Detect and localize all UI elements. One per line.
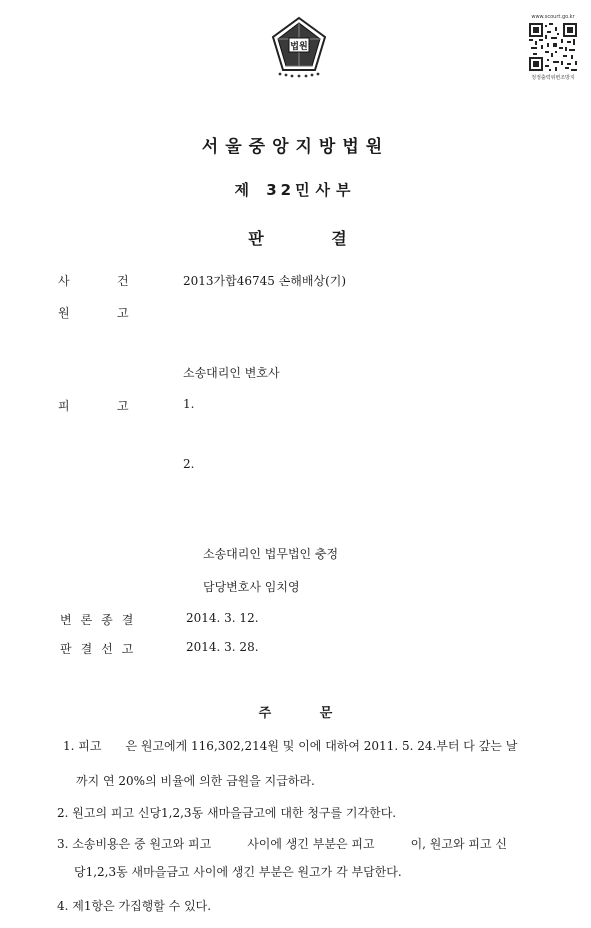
defendant-1: 1. — [183, 397, 195, 411]
plaintiff-label-char-1: 원 — [58, 306, 70, 320]
judgment-date: 2014. 3. 28. — [186, 640, 259, 654]
plaintiff-counsel: 소송대리인 변호사 — [183, 366, 280, 380]
case-label-char-1: 사 — [58, 274, 70, 288]
judgment-label: 판결선고 — [60, 642, 143, 656]
qr-code-icon — [529, 23, 577, 71]
defendant-2: 2. — [183, 457, 195, 471]
court-seal — [270, 16, 328, 78]
defendant-label-char-2: 고 — [117, 399, 129, 413]
order-heading: 주 문 — [258, 706, 333, 721]
defendant-counsel: 소송대리인 법무법인 충정 — [203, 547, 339, 561]
order-item-1-line-2: 까지 연 20%의 비율에 의한 금원을 지급하라. — [76, 774, 315, 788]
qr-url-text: www.scourt.go.kr — [531, 14, 575, 20]
division-number: 32 — [266, 181, 296, 199]
case-number: 2013가합46745 손해배상(기) — [183, 274, 347, 288]
qr-caption: 정정출력위변조방지 — [531, 75, 575, 81]
order-item-2: 2. 원고의 피고 신당1,2,3동 새마을금고에 대한 청구를 기각한다. — [57, 806, 397, 820]
document-type: 판 결 — [248, 229, 347, 248]
case-label-char-2: 건 — [117, 274, 129, 288]
order-item-4: 4. 제1항은 가집행할 수 있다. — [57, 899, 212, 913]
order-item-3-line-2: 당1,2,3동 새마을금고 사이에 생긴 부분은 원고가 각 부담한다. — [74, 865, 402, 879]
closing-label: 변론종결 — [60, 613, 143, 627]
defendant-attorney: 담당변호사 임치영 — [203, 580, 300, 594]
verification-qr-block — [527, 14, 579, 86]
closing-date: 2014. 3. 12. — [186, 611, 259, 625]
plaintiff-label-char-2: 고 — [117, 306, 129, 320]
court-name: 서울중앙지방법원 — [201, 137, 390, 157]
division-title — [0, 179, 591, 200]
defendant-label-char-1: 피 — [58, 399, 70, 413]
division-prefix: 제 — [234, 181, 255, 199]
order-item-1-line-1: 1. 피고 은 원고에게 116,302,214원 및 이에 대하여 2011. 5. 24.부터 다 갚는 날 — [63, 739, 518, 753]
division-suffix: 민사부 — [295, 181, 357, 199]
seal-text: 법원 — [290, 42, 308, 52]
order-item-3-line-1: 3. 소송비용은 중 원고와 피고 사이에 생긴 부분은 피고 이, 원고와 피고 신 — [57, 837, 507, 851]
